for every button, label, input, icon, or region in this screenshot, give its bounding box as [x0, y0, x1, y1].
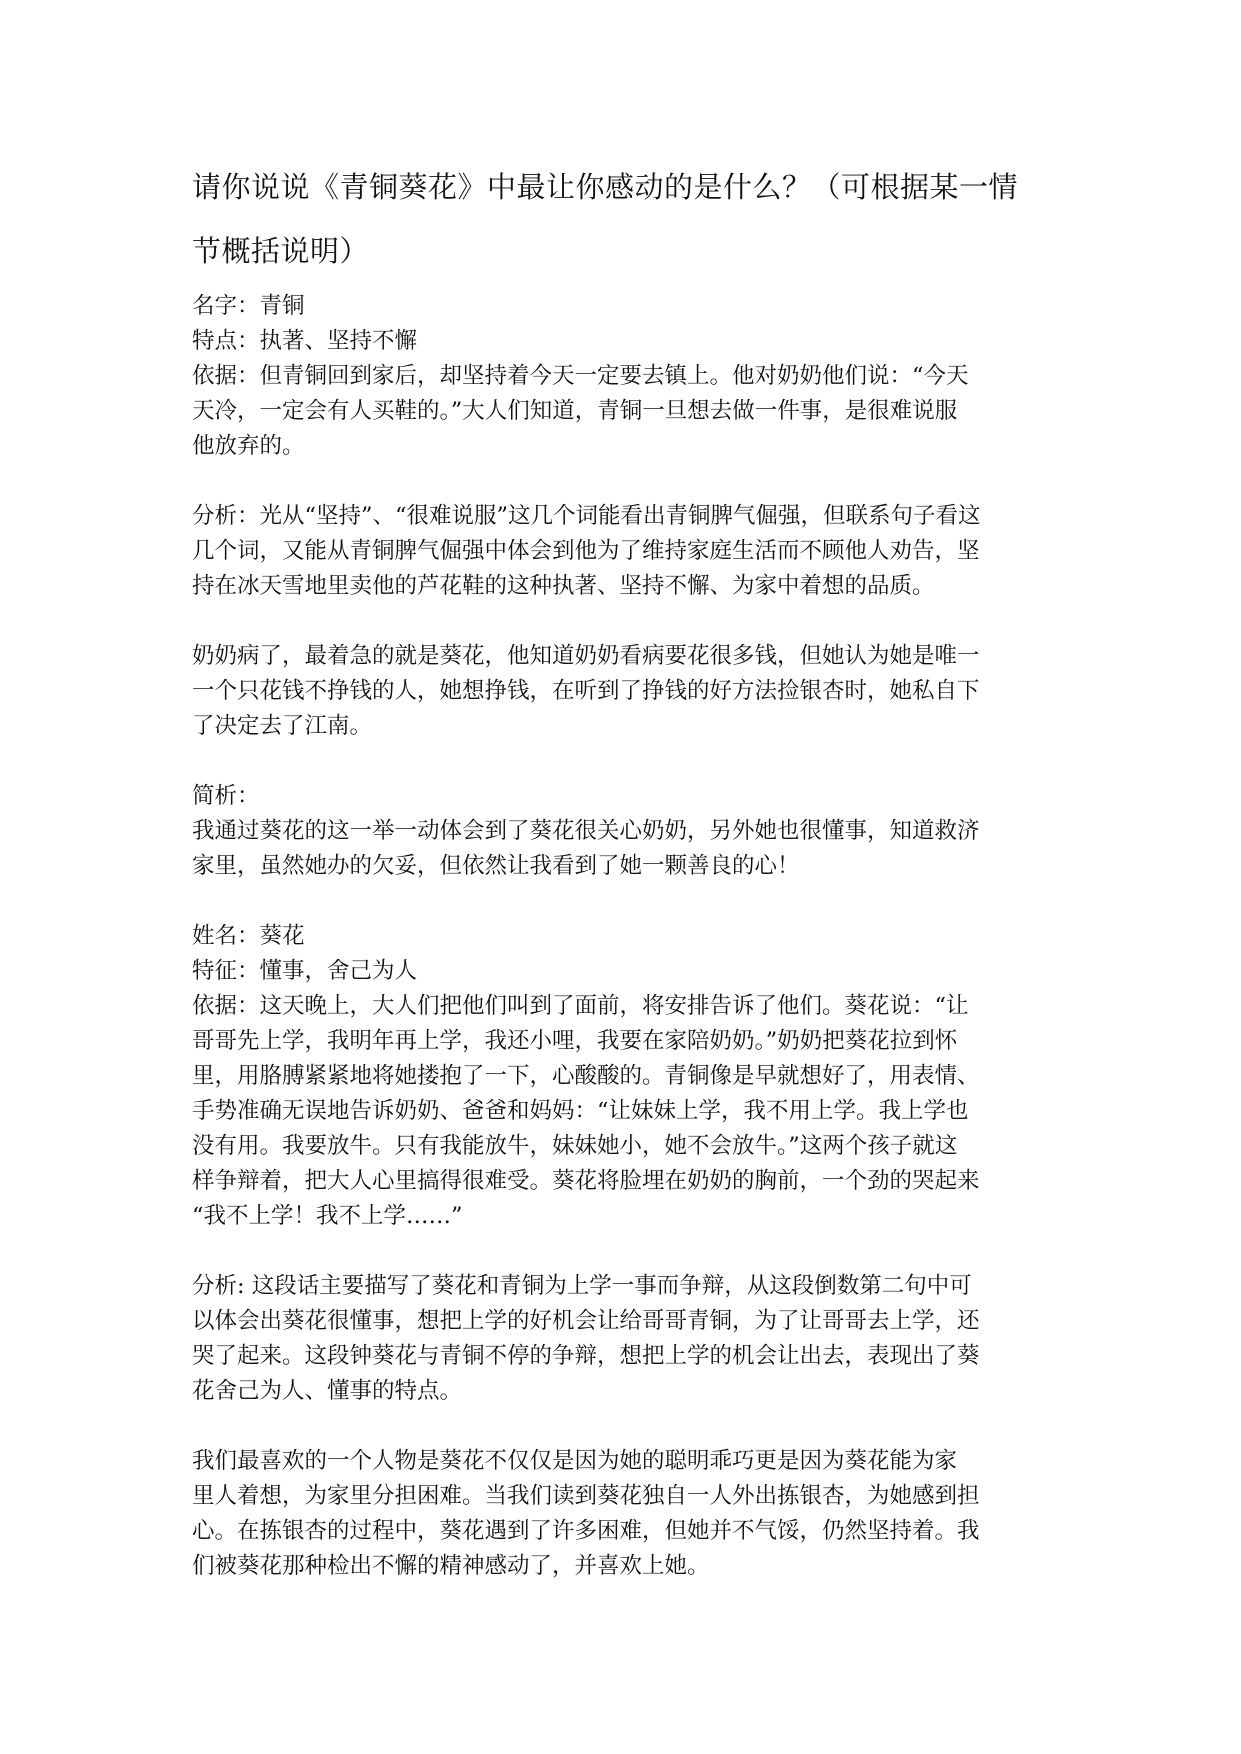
evidence-line: 天冷，一定会有人买鞋的。”大人们知道，青铜一旦想去做一件事，是很难说服: [192, 398, 958, 424]
question-title-line: 节概括说明）: [192, 234, 370, 268]
question-title-line: 请你说说《青铜葵花》中最让你感动的是什么？（可根据某一情: [192, 170, 1019, 204]
brief-line: 我通过葵花的这一举一动体会到了葵花很关心奶奶，另外她也很懂事，知道救济: [192, 818, 980, 844]
brief-line: 家里，虽然她办的欠妥，但依然让我看到了她一颗善良的心！: [192, 853, 800, 879]
story-line: 了决定去了江南。: [192, 713, 373, 739]
evidence-line: 哥哥先上学，我明年再上学，我还小哩，我要在家陪奶奶。”奶奶把葵花拉到怀: [192, 1028, 958, 1054]
kuihua-section: [192, 919, 1062, 1409]
analysis-line: 哭了起来。这段钟葵花与青铜不停的争辩，想把上学的机会让出去，表现出了葵: [192, 1343, 980, 1369]
evidence-line: 依据：但青铜回到家后，却坚持着今天一定要去镇上。他对奶奶他们说：“今天: [192, 363, 969, 389]
analysis-line: 持在冰天雪地里卖他的芦花鞋的这种执著、坚持不懈、为家中着想的品质。: [192, 573, 935, 599]
character-trait: 特点：执著、坚持不懈: [192, 328, 418, 354]
analysis-line: 花舍己为人、懂事的特点。: [192, 1378, 463, 1404]
evidence-line: 没有用。我要放牛。只有我能放牛，妹妹她小，她不会放牛。”这两个孩子就这: [192, 1133, 958, 1159]
evidence-line: “我不上学！我不上学……”: [192, 1203, 463, 1229]
character-trait: 特征：懂事，舍己为人: [192, 958, 418, 984]
analysis-line: 分析: 这段话主要描写了葵花和青铜为上学一事而争辩，从这段倒数第二句中可: [192, 1273, 972, 1299]
document-page: [192, 155, 1062, 1584]
qingtong-section: [192, 289, 1062, 604]
evidence-line: 依据：这天晚上，大人们把他们叫到了面前，将安排告诉了他们。葵花说：“让: [192, 993, 969, 1019]
conclusion-line: 里人着想，为家里分担困难。当我们读到葵花独自一人外出拣银杏，为她感到担: [192, 1483, 980, 1509]
story-line: 奶奶病了，最着急的就是葵花，他知道奶奶看病要花很多钱，但她认为她是唯一: [192, 643, 980, 669]
character-name: 名字：青铜: [192, 293, 305, 319]
conclusion-paragraph: [192, 1444, 1062, 1584]
evidence-line: 他放弃的。: [192, 433, 305, 459]
conclusion-line: 我们最喜欢的一个人物是葵花不仅仅是因为她的聪明乖巧更是因为葵花能为家: [192, 1448, 958, 1474]
evidence-line: 样争辩着，把大人心里搞得很难受。葵花将脸埋在奶奶的胸前，一个劲的哭起来: [192, 1168, 980, 1194]
brief-analysis: [192, 779, 1062, 884]
analysis-line: 几个词，又能从青铜脾气倔强中体会到他为了维持家庭生活而不顾他人劝告，坚: [192, 538, 980, 564]
analysis-line: 分析：光从“坚持”、“很难说服”这几个词能看出青铜脾气倔强，但联系句子看这: [192, 503, 981, 529]
evidence-line: 手势准确无误地告诉奶奶、爸爸和妈妈：“让妹妹上学，我不用上学。我上学也: [192, 1098, 969, 1124]
brief-label: 简析：: [192, 783, 260, 809]
story-line: 一个只花钱不挣钱的人，她想挣钱，在听到了挣钱的好方法捡银杏时，她私自下: [192, 678, 980, 704]
analysis-line: 以体会出葵花很懂事，想把上学的好机会让给哥哥青铜，为了让哥哥去上学，还: [192, 1308, 980, 1334]
conclusion-line: 们被葵花那种检出不懈的精神感动了，并喜欢上她。: [192, 1553, 710, 1579]
conclusion-line: 心。在拣银杏的过程中，葵花遇到了许多困难，但她并不气馁，仍然坚持着。我: [192, 1518, 980, 1544]
kuihua-story-paragraph: [192, 639, 1062, 744]
question-title: [192, 155, 1062, 283]
character-name: 姓名：葵花: [192, 923, 305, 949]
evidence-line: 里，用胳膊紧紧地将她搂抱了一下，心酸酸的。青铜像是早就想好了，用表情、: [192, 1063, 980, 1089]
